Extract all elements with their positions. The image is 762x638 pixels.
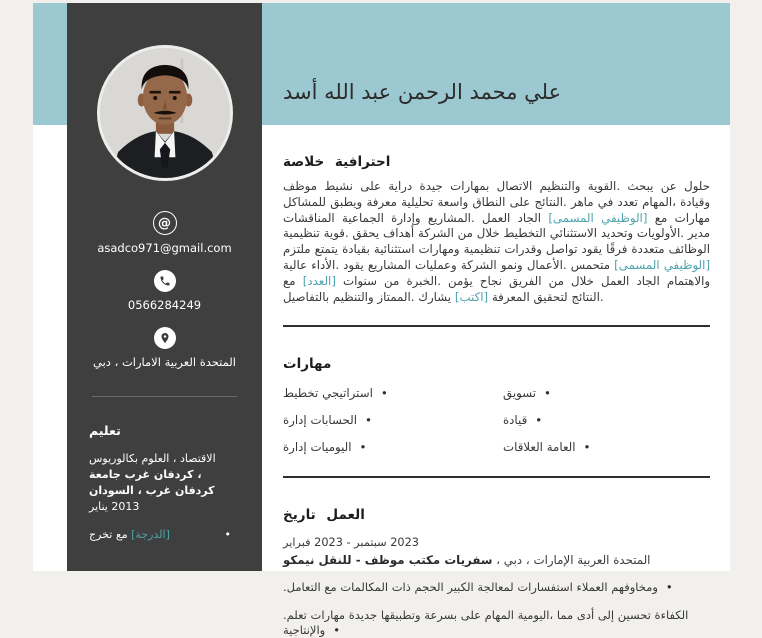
education-date: يناير 2013: [89, 500, 140, 513]
education-details: [89, 451, 240, 515]
skills-section-title: مهارات: [283, 356, 332, 373]
education-school: جامعة غرب كردفان ، السودان ، غرب كردفان: [89, 468, 215, 497]
main-content: [262, 3, 730, 638]
job-bullets: [283, 580, 710, 638]
education-bullet: [89, 527, 231, 542]
sidebar-divider: [92, 396, 237, 397]
contact-phone: [67, 270, 262, 312]
placeholder-field[interactable]: [اكتب]: [454, 289, 489, 304]
contact-location: [67, 327, 262, 369]
job-title-line: [283, 553, 710, 567]
text-segment: موظف نشيط على دراية جيدة بمهارات الاتصال والتنظيم القوية. يبحث عن حلول للمشاكل ويطبق معرفة تحليلية واسعة النطاق على النتائج. ماهر في تعدد المهام، وقيادة المناقشات الجماعية وإدارة المشاريع. العمل الجاد: [283, 179, 711, 225]
work-history-section-title: تاريخ العمل: [283, 507, 365, 524]
profile-photo: [97, 45, 233, 181]
cv-document: [33, 3, 730, 638]
summary-paragraph: [283, 179, 710, 305]
contact-section: [67, 211, 262, 369]
job-date-range: فبراير 2023 - سبتمبر 2023: [283, 536, 419, 550]
phone-icon: [154, 270, 176, 292]
skills-list: [283, 385, 710, 456]
placeholder-field[interactable]: [المسمى الوظيفي]: [614, 257, 711, 272]
skill-item: تخطيط استراتيجي •: [283, 385, 503, 402]
education-degree: بكالوريوس العلوم ، الاقتصاد: [89, 452, 216, 465]
placeholder-field[interactable]: [العدد]: [302, 273, 336, 288]
text-segment: مع مهارات تنظيمية قوية. يحقق أهداف الشركة من خلال التخطيط الاستثنائي وتحديد الأولويات. مدير ملتزم يتمتع بقيادة استثنائية ومهارات تنظيمية وقدرات تواصل يقود فرقًا متعددة الوظائف عالية الأداء. يقود المشاريع وعمليات الشركة ونمو الأعمال. متحمس: [283, 210, 711, 272]
text-segment: مع: [283, 273, 296, 288]
job-bullet: .تعلم مهارات جديدة وتطبيقها بسرعة على المهام اليومية، مما أدى إلى تحسين الكفاءة والإنتاجية •: [283, 608, 710, 638]
contact-email: [67, 211, 262, 255]
placeholder-field[interactable]: [المسمى الوظيفي]: [548, 210, 648, 225]
text-segment: سنوات من الخبرة. يؤمن نجاح الفريق من خلال العمل الجاد والاهتمام بالتفاصيل والتنظيم الممتاز. يشارك: [283, 273, 711, 304]
skill-item: تسويق •: [503, 385, 710, 402]
job-bullet: .التعامل مع المكالمات ذات الحجم الكبير لمعالجة استفسارات العملاء ومخاوفهم •: [283, 580, 710, 595]
summary-section-title: خلاصة احترافية: [283, 154, 391, 170]
name-block: [283, 3, 710, 125]
photo-frame: [67, 45, 262, 181]
skill-item: قيادة •: [503, 412, 710, 429]
portrait-illustration: [100, 48, 230, 178]
skill-item: إدارة اليوميات •: [283, 439, 503, 456]
location-pin-icon: [154, 327, 176, 349]
location-value: دبي ، الامارات العربية المتحدة: [92, 355, 236, 369]
skill-item: إدارة الحسابات •: [283, 412, 503, 429]
job-location: ، دبي ، الإمارات العربية المتحدة: [496, 553, 651, 568]
placeholder-field[interactable]: [الدرجة]: [131, 528, 170, 541]
email-value: asadco971@gmail.com: [97, 241, 232, 255]
text-segment: المعرفة لتحقيق النتائج.: [491, 289, 604, 304]
phone-value: 0566284249: [127, 298, 202, 312]
text-segment: تخرج مع: [89, 528, 128, 541]
section-divider: [283, 325, 710, 327]
candidate-name: أسد الله عبد الرحمن محمد علي: [283, 80, 562, 104]
at-icon: [153, 211, 177, 235]
sidebar: [67, 3, 262, 571]
education-section-title: تعليم: [89, 423, 121, 438]
section-divider: [283, 476, 710, 478]
skill-item: العلاقات العامة •: [503, 439, 710, 456]
job-company-role: نيمكو للنقل - موظف مكتب سفريات: [283, 553, 493, 568]
